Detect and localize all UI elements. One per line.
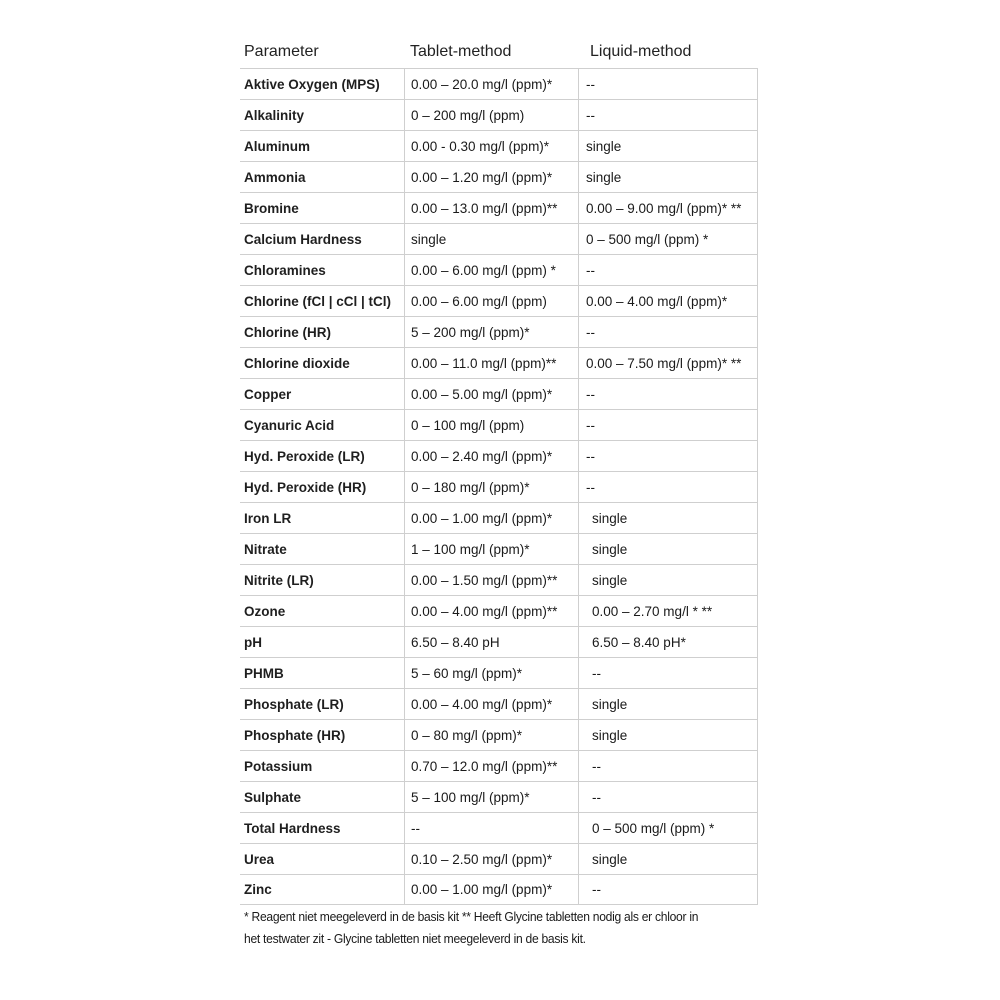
table-row [240, 440, 758, 471]
tablet-method-cell: 6.50 – 8.40 pH [404, 627, 578, 657]
table-row [240, 68, 758, 99]
parameter-table [240, 68, 758, 905]
liquid-method-cell: -- [578, 782, 758, 812]
liquid-method-cell: 0.00 – 2.70 mg/l * ** [578, 596, 758, 626]
parameter-cell: PHMB [244, 665, 284, 681]
parameter-cell: Nitrate [244, 541, 287, 557]
liquid-method-cell: 0.00 – 4.00 mg/l (ppm)* [578, 286, 758, 316]
liquid-method-cell: -- [578, 441, 758, 471]
liquid-method-cell: single [578, 162, 758, 192]
footnote [244, 906, 728, 950]
parameter-cell: Bromine [244, 200, 299, 216]
parameter-cell: Aktive Oxygen (MPS) [244, 76, 380, 92]
parameter-cell: Chlorine (fCl | cCl | tCl) [244, 293, 392, 309]
tablet-method-cell: 0.00 – 4.00 mg/l (ppm)* [404, 689, 578, 719]
liquid-method-cell: single [578, 844, 758, 874]
tablet-method-cell: 0.00 - 0.30 mg/l (ppm)* [404, 131, 578, 161]
parameter-cell: Calcium Hardness [244, 231, 362, 247]
parameter-cell: Zinc [244, 882, 272, 897]
table-row [240, 99, 758, 130]
liquid-method-cell: 0 – 500 mg/l (ppm) * [578, 224, 758, 254]
parameter-cell: Chloramines [244, 262, 326, 278]
tablet-method-cell: 0.00 – 13.0 mg/l (ppm)** [404, 193, 578, 223]
table-row [240, 781, 758, 812]
parameter-cell: Hyd. Peroxide (LR) [244, 448, 365, 464]
table-row [240, 719, 758, 750]
table-row [240, 378, 758, 409]
parameter-cell: Ammonia [244, 169, 306, 185]
liquid-method-cell: 0.00 – 7.50 mg/l (ppm)* ** [578, 348, 758, 378]
liquid-method-cell: single [578, 720, 758, 750]
parameter-cell: Ozone [244, 603, 286, 619]
tablet-method-cell: 0.00 – 2.40 mg/l (ppm)* [404, 441, 578, 471]
tablet-method-cell: 5 – 100 mg/l (ppm)* [404, 782, 578, 812]
parameter-cell: Potassium [244, 758, 313, 774]
table-row [240, 223, 758, 254]
table-row [240, 657, 758, 688]
table-header [244, 42, 764, 64]
footnote-line-1: * Reagent niet meegeleverd in de basis kit ** Heeft Glycine tabletten nodig als er chloor in [244, 909, 699, 924]
tablet-method-cell: 0.00 – 6.00 mg/l (ppm) [404, 286, 578, 316]
liquid-method-cell: -- [578, 751, 758, 781]
liquid-method-cell: single [578, 503, 758, 533]
table-row [240, 409, 758, 440]
parameter-cell: Phosphate (LR) [244, 696, 344, 712]
tablet-method-cell: 0.00 – 20.0 mg/l (ppm)* [404, 69, 578, 99]
liquid-method-cell: single [578, 534, 758, 564]
parameter-cell: Iron LR [244, 510, 292, 526]
parameter-cell: Copper [244, 386, 292, 402]
liquid-method-cell: 0.00 – 9.00 mg/l (ppm)* ** [578, 193, 758, 223]
parameter-cell: Chlorine (HR) [244, 324, 331, 340]
tablet-method-cell: 5 – 60 mg/l (ppm)* [404, 658, 578, 688]
tablet-method-cell: 0.70 – 12.0 mg/l (ppm)** [404, 751, 578, 781]
parameter-cell: Chlorine dioxide [244, 355, 350, 371]
tablet-method-cell: 0.10 – 2.50 mg/l (ppm)* [404, 844, 578, 874]
tablet-method-cell: 0 – 100 mg/l (ppm) [404, 410, 578, 440]
liquid-method-cell: 6.50 – 8.40 pH* [578, 627, 758, 657]
liquid-method-cell: single [578, 689, 758, 719]
tablet-method-cell: 0.00 – 6.00 mg/l (ppm) * [404, 255, 578, 285]
tablet-method-cell: 1 – 100 mg/l (ppm)* [404, 534, 578, 564]
tablet-method-cell: 0.00 – 1.00 mg/l (ppm)* [404, 875, 578, 904]
liquid-method-cell: -- [578, 410, 758, 440]
liquid-method-cell: -- [578, 69, 758, 99]
tablet-method-cell: -- [404, 813, 578, 843]
tablet-method-cell: 0.00 – 5.00 mg/l (ppm)* [404, 379, 578, 409]
table-row [240, 161, 758, 192]
liquid-method-cell: -- [578, 100, 758, 130]
table-row [240, 502, 758, 533]
parameter-cell: Cyanuric Acid [244, 417, 335, 433]
table-row [240, 285, 758, 316]
parameter-cell: Hyd. Peroxide (HR) [244, 479, 367, 495]
table-row [240, 874, 758, 905]
tablet-method-cell: 0 – 180 mg/l (ppm)* [404, 472, 578, 502]
tablet-method-cell: 0 – 80 mg/l (ppm)* [404, 720, 578, 750]
liquid-method-cell: -- [578, 658, 758, 688]
column-header-tablet-method: Tablet-method [410, 43, 512, 60]
tablet-method-cell: 0.00 – 1.00 mg/l (ppm)* [404, 503, 578, 533]
parameter-cell: Sulphate [244, 789, 302, 805]
parameter-cell: Alkalinity [244, 107, 305, 123]
tablet-method-cell: 0.00 – 4.00 mg/l (ppm)** [404, 596, 578, 626]
column-header-liquid-method: Liquid-method [590, 43, 692, 60]
tablet-method-cell: 0.00 – 1.50 mg/l (ppm)** [404, 565, 578, 595]
table-row [240, 750, 758, 781]
parameter-cell: Phosphate (HR) [244, 727, 346, 743]
table-row [240, 626, 758, 657]
liquid-method-cell: -- [578, 472, 758, 502]
table-row [240, 192, 758, 223]
liquid-method-cell: single [578, 565, 758, 595]
table-row [240, 347, 758, 378]
table-row [240, 316, 758, 347]
parameter-cell: pH [244, 634, 262, 650]
table-row [240, 843, 758, 874]
tablet-method-cell: 0.00 – 11.0 mg/l (ppm)** [404, 348, 578, 378]
table-row [240, 812, 758, 843]
liquid-method-cell: -- [578, 255, 758, 285]
liquid-method-cell: -- [578, 379, 758, 409]
tablet-method-cell: 0 – 200 mg/l (ppm) [404, 100, 578, 130]
tablet-method-cell: 0.00 – 1.20 mg/l (ppm)* [404, 162, 578, 192]
parameter-cell: Aluminum [244, 138, 310, 154]
parameter-cell: Nitrite (LR) [244, 572, 314, 588]
parameter-cell: Urea [244, 851, 275, 867]
liquid-method-cell: 0 – 500 mg/l (ppm) * [578, 813, 758, 843]
column-header-parameter: Parameter [244, 43, 319, 60]
table-row [240, 471, 758, 502]
table-row [240, 688, 758, 719]
table-row [240, 564, 758, 595]
footnote-line-2: het testwater zit - Glycine tabletten niet meegeleverd in de basis kit. [244, 931, 586, 946]
tablet-method-cell: single [404, 224, 578, 254]
liquid-method-cell: single [578, 131, 758, 161]
liquid-method-cell: -- [578, 875, 758, 904]
table-row [240, 130, 758, 161]
tablet-method-cell: 5 – 200 mg/l (ppm)* [404, 317, 578, 347]
table-row [240, 254, 758, 285]
parameter-cell: Total Hardness [244, 820, 341, 836]
liquid-method-cell: -- [578, 317, 758, 347]
table-row [240, 533, 758, 564]
table-row [240, 595, 758, 626]
